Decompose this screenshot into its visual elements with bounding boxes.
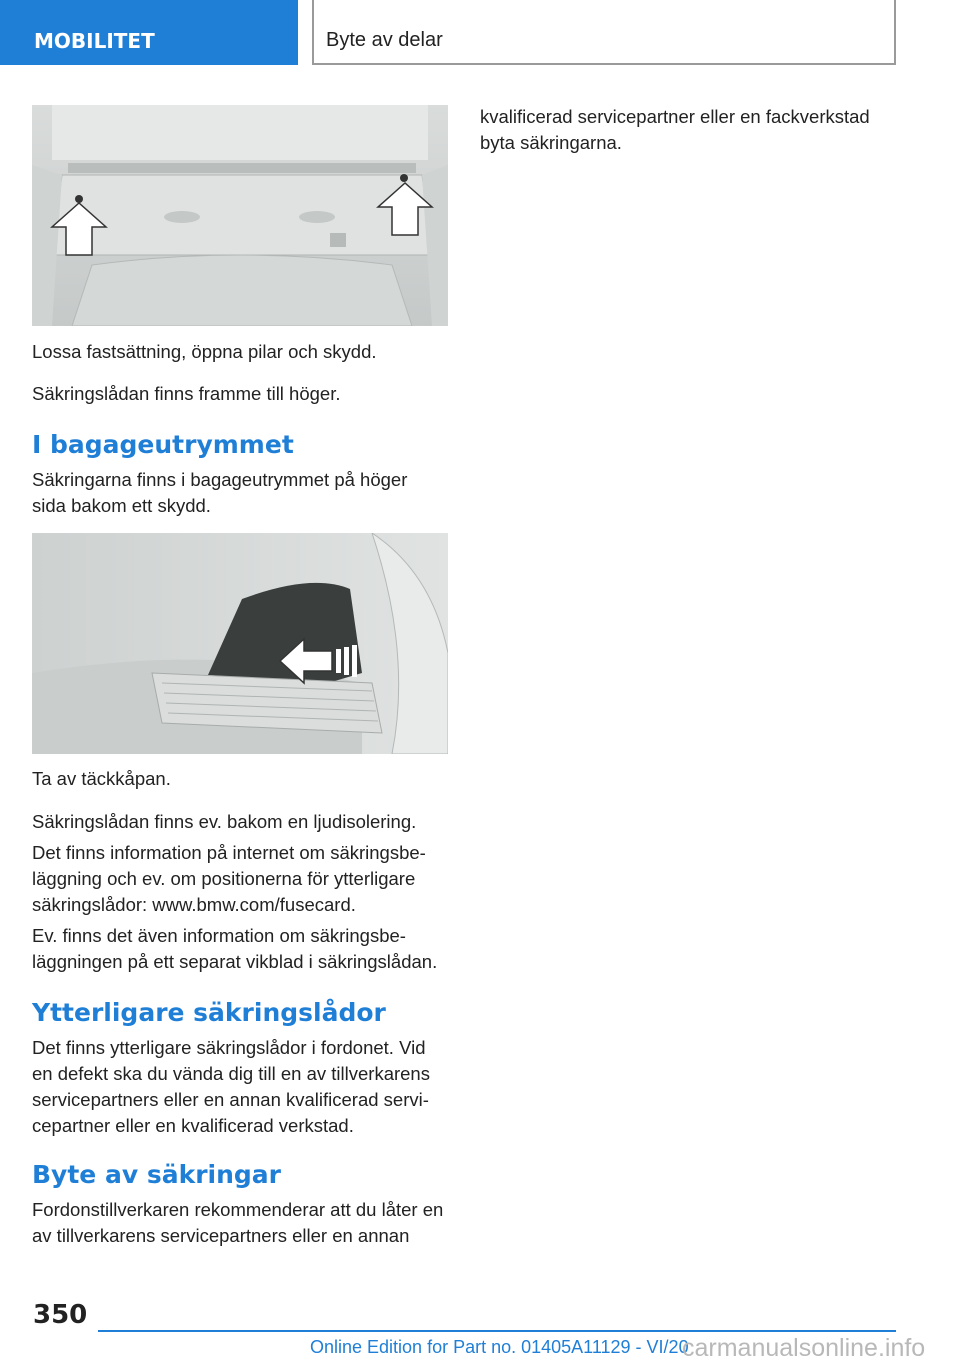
- caption-1: Lossa fastsättning, öppna pilar och skydd.: [32, 341, 377, 362]
- chapter-title: Byte av delar: [326, 29, 443, 51]
- watermark: carmanualsonline.info: [682, 1334, 926, 1362]
- section-title: MOBILITET: [34, 29, 155, 53]
- footer-edition: Online Edition for Part no. 01405A11129 - VI/20: [310, 1337, 689, 1357]
- footer-divider: [98, 1330, 896, 1332]
- paragraph-internet-info: Det finns information på internet om säkringsbeläggning och ev. om positionerna för ytterligare säkringslådor: www.bmw.com/fusecard.: [32, 842, 426, 915]
- paragraph-trunk: Säkringarna finns i bagageutrymmet på höger sida bakom ett skydd.: [32, 469, 408, 516]
- paragraph-leaflet: Ev. finns det även information om säkringsbeläggningen på ett separat vikblad i säkringslådan.: [32, 925, 438, 972]
- paragraph-continuation: kvalificerad servicepartner eller en fackverkstad byta säkringarna.: [480, 106, 870, 153]
- paragraph-recommendation: Fordonstillverkaren rekommenderar att du låter en av tillverkarens servicepartners eller en annan: [32, 1199, 444, 1246]
- paragraph-additional: Det finns ytterligare säkringslådor i fordonet. Vid en defekt ska du vända dig till en av tillverkarens servicepartners eller en annan kvalificerad servicepartner eller en kvalificerad verkstad.: [32, 1037, 430, 1136]
- heading-trunk: I bagageutrymmet: [32, 430, 294, 459]
- heading-additional-fuseboxes: Ytterligare säkringslådor: [32, 998, 386, 1027]
- heading-fuse-replacement: Byte av säkringar: [32, 1160, 281, 1189]
- figure-front-fusebox: [32, 105, 448, 326]
- paragraph-front-location: Säkringslådan finns framme till höger.: [32, 383, 341, 404]
- chapter-header: [312, 0, 896, 65]
- caption-2: Ta av täckkåpan.: [32, 768, 171, 789]
- paragraph-insulation: Säkringslådan finns ev. bakom en ljudisolering.: [32, 811, 417, 832]
- page-number: 350: [33, 1300, 88, 1330]
- figure-trunk-cover: [32, 533, 448, 754]
- section-tab: [0, 0, 298, 65]
